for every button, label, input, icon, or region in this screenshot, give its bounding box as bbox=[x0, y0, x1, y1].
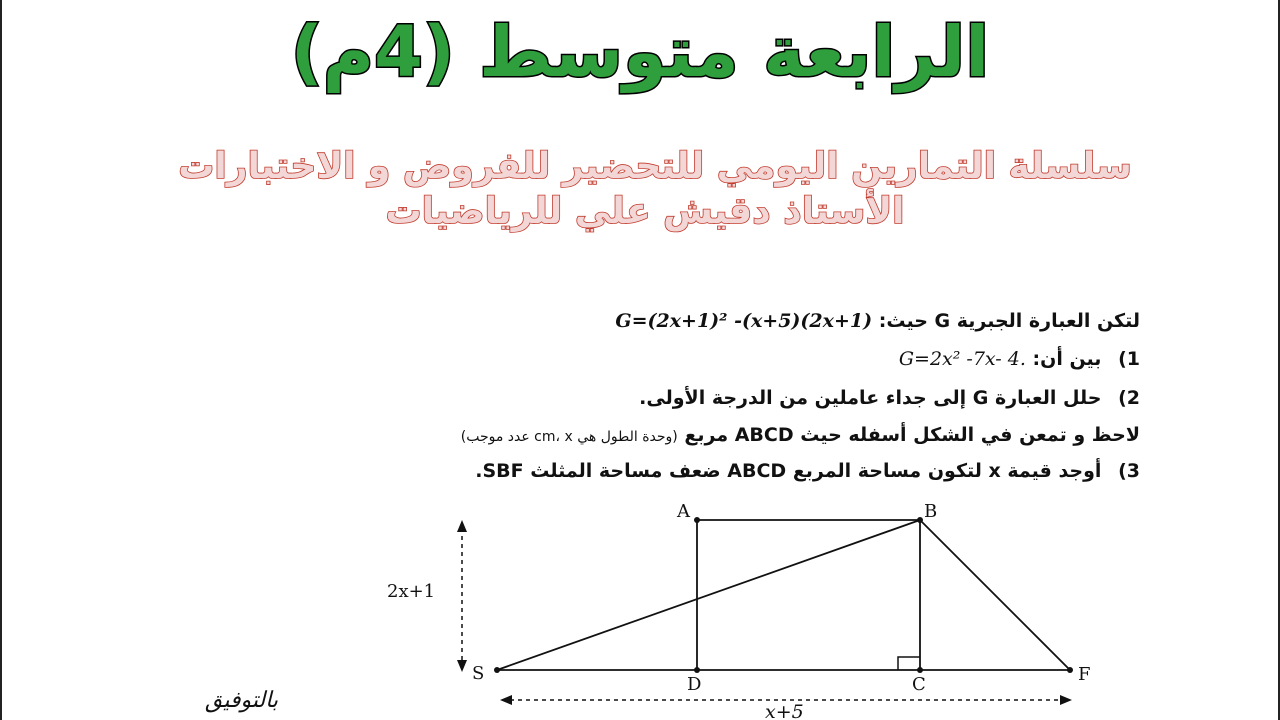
expression-g: G=(2x+1)² -(x+5)(2x+1) bbox=[615, 310, 873, 332]
point-b bbox=[917, 517, 923, 523]
label-b: B bbox=[924, 501, 938, 522]
main-title: الرابعة متوسط (4م) bbox=[290, 11, 990, 93]
figure-note-text: لاحظ و تمعن في الشكل أسفله حيث ABCD مربع bbox=[684, 424, 1140, 446]
label-f: F bbox=[1078, 664, 1091, 685]
intro-text: لتكن العبارة الجبرية G حيث: bbox=[878, 310, 1140, 332]
height-arrow bbox=[457, 520, 467, 672]
segment-sb bbox=[497, 520, 920, 670]
signature: بالتوفيق bbox=[205, 688, 279, 713]
point-d bbox=[694, 667, 700, 673]
question-1-expression: G=2x² -7x- 4. bbox=[898, 348, 1026, 370]
subtitle-series: سلسلة التمارين اليومي للتحضير للفروض و الاختبارات bbox=[178, 146, 1132, 187]
question-1-number: 1) bbox=[1118, 348, 1140, 370]
label-c: C bbox=[912, 674, 926, 695]
question-1-text: بين أن: bbox=[1032, 348, 1102, 370]
figure-note-units: (وحدة الطول هي cm، x عدد موجب) bbox=[460, 429, 678, 445]
figure-points bbox=[494, 517, 1073, 673]
segment-bf bbox=[920, 520, 1070, 670]
subtitle-teacher: الأستاذ دقيش علي للرياضيات bbox=[385, 191, 905, 232]
point-s bbox=[494, 667, 500, 673]
point-f bbox=[1067, 667, 1073, 673]
label-d: D bbox=[687, 674, 702, 695]
point-c bbox=[917, 667, 923, 673]
label-s: S bbox=[472, 663, 485, 684]
right-angle-mark bbox=[898, 657, 920, 670]
question-2-number: 2) bbox=[1118, 387, 1140, 409]
base-label: x+5 bbox=[765, 701, 804, 720]
question-2-text: حلل العبارة G إلى جداء عاملين من الدرجة الأولى. bbox=[639, 387, 1102, 409]
question-3-number: 3) bbox=[1118, 460, 1140, 482]
question-3-text: أوجد قيمة x لتكون مساحة المربع ABCD ضعف مساحة المثلث SBF. bbox=[475, 460, 1102, 482]
height-label: 2x+1 bbox=[387, 581, 436, 602]
label-a: A bbox=[677, 501, 690, 522]
square-abcd bbox=[697, 520, 920, 670]
point-a bbox=[694, 517, 700, 523]
